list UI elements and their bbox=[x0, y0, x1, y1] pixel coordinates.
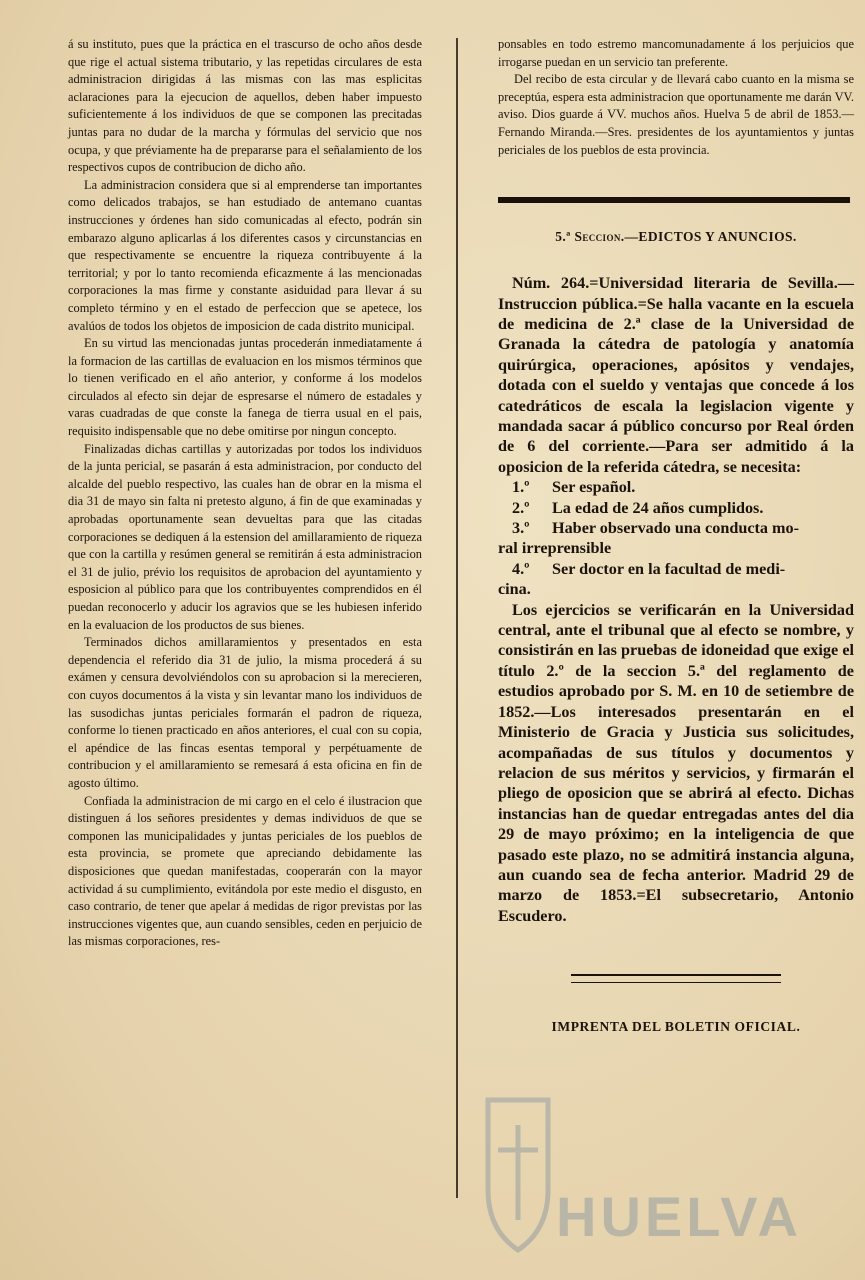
requirement-item bbox=[498, 498, 854, 518]
left-paragraph-6: Confiada la administracion de mi cargo en el celo é ilustracion que distinguen á los señores presidentes y demas individuos de que se componen las municipalidades y juntas periciales de los pueblos de esta provincia, se promete que apreciando debidamente las disposiciones que quedan manifestadas, cooperarán con la mayor actividad á su cumplimiento, evitándola por este medio el disgusto, en caso contrario, de tener que apelar á medidas de rigor previstas por las instrucciones vigentes que, aun cuando sensibles, ceden en perjuicio de las mismas corporaciones, res- bbox=[68, 793, 422, 949]
section-rule bbox=[498, 197, 850, 203]
section-number: 5.ª bbox=[555, 229, 571, 245]
requirement-text: La edad de 24 años cumplidos. bbox=[552, 498, 764, 517]
left-paragraph-3: En su virtud las mencionadas juntas procederán inmediatamente á la formacion de las cartillas de evaluacion en los mismos términos que lo tienen verificado en el año anterior, y conforme á los modelos circulados al efecto sin dejar de espresarse el número de estadales y varas cuadradas de que conste la fanega de tierra usual en el pais, requisito indispensable que no debe omitirse por ningun concepto. bbox=[68, 336, 422, 439]
left-paragraph-1: á su instituto, pues que la práctica en el trascurso de ocho años desde que rige el actual sistema tributario, y las repetidas circulares de esta administracion dirigidas á las mismas con las mas esplicitas aclaraciones para la ejecucion de aquellos, deben haber impuesto suficientemente á los individuos de que se componen las precitadas juntas para no dudar de la marcha y fórmulas del servicio que nos ocupa, y que préviamente ha de prepararse para el señalamiento de los respectivos cupos de contribucion de dicho año. bbox=[68, 37, 422, 175]
requirement-number: 4.º bbox=[512, 559, 530, 578]
closing-rule-secondary bbox=[571, 982, 781, 983]
continuation-text: ponsables en todo estremo mancomunadamente á los perjuicios que irrogarse puedan en un servicio tan preferente. bbox=[498, 37, 854, 69]
closing-rule bbox=[571, 974, 781, 976]
requirement-item bbox=[498, 477, 854, 497]
requirement-item bbox=[498, 559, 854, 579]
circular-closing: Del recibo de esta circular y de llevará cabo cuanto en la misma se preceptúa, espera esta administracion que oportunamente me darán VV. aviso. Dios guarde á VV. muchos años. Huelva 5 de abril de 1853.—Fernando Miranda.—Sres. presidentes de los ayuntamientos y juntas periciales de los pueblos de esta provincia. bbox=[498, 72, 854, 157]
left-paragraph-2: La administracion considera que si al emprenderse tan importantes como delicados trabajos, se han estudiado de antemano cuantas instrucciones y órdenes han sido comunicadas al efecto, podrán sin embarazo alguno aplicarlas á los diferentes casos y circunstancias en que respectivamente se encuentre la riqueza contribuyente á la territorial; y por lo tanto recomienda eficazmente á las mencionadas corporaciones la mas firme y constante asiduidad para llevar á su completo término y en el estado de perfeccion que se apetece, los avalúos de todos los objetos de imposicion de cada distrito municipal. bbox=[68, 177, 422, 333]
requirement-text: Haber observado una conducta mo- bbox=[552, 519, 800, 538]
shield-crest-icon bbox=[458, 1080, 818, 1260]
column-divider bbox=[456, 38, 458, 1198]
requirement-continuation: cina. bbox=[498, 580, 531, 599]
requirement-number: 2.º bbox=[512, 498, 530, 517]
watermark-text: HUELVA bbox=[556, 1185, 802, 1248]
requirement-continuation: ral irreprensible bbox=[498, 539, 612, 558]
right-column bbox=[498, 36, 854, 1035]
edict-intro: Núm. 264.=Universidad literaria de Sevilla.—Instruccion pública.=Se halla vacante en la escuela de medicina de 2.ª clase de la Universidad de Granada la cátedra de patología y anatomía quirúrgica, operaciones, apósitos y vendajes, dotada con el sueldo y ventajas que concede á los catedráticos de escala la legislacion vigente y mandada sacar á público concurso por Real órden de 6 del corriente.—Para ser admitido á la oposicion de la referida cátedra, se necesita: bbox=[498, 274, 854, 476]
archive-watermark bbox=[458, 1080, 818, 1260]
printer-imprint: IMPRENTA DEL BOLETIN OFICIAL. bbox=[551, 1019, 801, 1035]
section-heading bbox=[498, 229, 854, 245]
left-column bbox=[68, 36, 422, 951]
left-paragraph-5: Terminados dichos amillaramientos y presentados en esta dependencia el referido dia 31 de julio, la misma procederá á su exámen y censura devolviéndolos con su aprobacion si la merecieren, con cuyos documentos á la vista y sin levantar mano los individuos de las susodichas juntas periciales formarán el padron de riqueza, conforme lo tienen practicado en años anteriores, el cual con su copia, el apéndice de las fincas esentas temporal y perpétuamente de contribucion y el amillaramiento se remesará á esta oficina en fin de agosto último. bbox=[68, 635, 422, 790]
left-paragraph-4: Finalizadas dichas cartillas y autorizadas por todos los individuos de la junta pericial, se pasarán á esta administracion, por conducto del alcalde del pueblo respectivo, las cuales han de obrar en la misma el dia 31 de mayo sin falta ni pretesto alguno, á fin de que examinadas y aprobadas oportunamente sean devueltas para que las citadas corporaciones se dediquen á la estension del amillaramiento de riqueza que con la cartilla y resúmen general se remitirán á esta administracion el 31 de julio, prévio los requisitos de aprobacion del ayuntamiento y esposicion al público para que los contribuyentes comprendidos en él puedan reconocerlo y aducir los agravios que se les hubiesen inferido en la evaluacion de los productos de sus bienes. bbox=[68, 441, 422, 632]
requirement-number: 1.º bbox=[512, 478, 530, 497]
requirement-text: Ser doctor en la facultad de medi- bbox=[552, 559, 786, 578]
section-title-text: —EDICTOS Y ANUNCIOS. bbox=[624, 229, 797, 245]
edict-body: Los ejercicios se verificarán en la Universidad central, ante el tribunal que al efecto se nombre, y consistirán en las pruebas de idoneidad que exige el título 2.º de la seccion 5.ª del reglamento de estudios aprobado por S. M. en 10 de setiembre de 1852.—Los interesados presentarán en el Ministerio de Gracia y Justicia sus solicitudes, acompañadas de sus títulos y documentos y relacion de sus méritos y servicios, y firmarán el pliego de oposicion que se abrirá al efecto. Dichas instancias han de quedar entregadas antes del dia 29 de mayo próximo; en la inteligencia de que pasado este plazo, no se admitirá instancia alguna, aun cuando sea de fecha anterior. Madrid 29 de marzo de 1853.=El subsecretario, Antonio Escudero. bbox=[498, 600, 854, 925]
requirement-number: 3.º bbox=[512, 519, 530, 538]
section-word: Seccion. bbox=[574, 229, 625, 245]
requirement-text: Ser español. bbox=[552, 478, 636, 497]
requirement-item bbox=[498, 518, 854, 538]
